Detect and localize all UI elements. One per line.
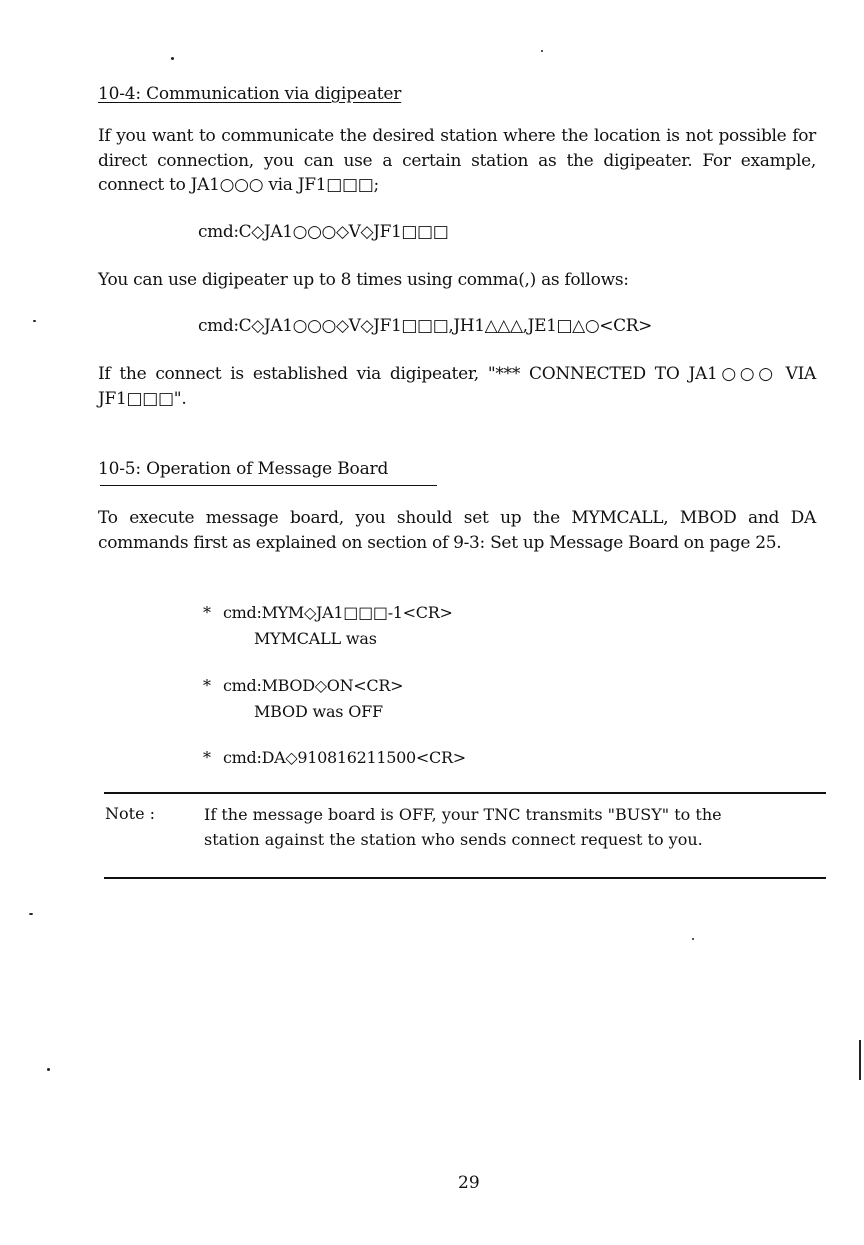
- command-item-mymcall: [203, 603, 453, 622]
- bullet-star: *: [203, 748, 211, 767]
- scan-speck: [692, 938, 694, 940]
- section-heading-10-5: 10-5: Operation of Message Board: [98, 459, 389, 479]
- scan-speck: [47, 1068, 50, 1071]
- command-example-single-digipeater: cmd:C◇JA1○○○◇V◇JF1□□□: [198, 222, 449, 242]
- note-text: If the message board is OFF, your TNC transmits "BUSY" to the station against the station who sends connect request to you.: [204, 805, 722, 849]
- scan-speck: [171, 57, 174, 60]
- paragraph-digipeater-intro: If you want to communicate the desired station where the location is not possible for direct connection, you can use a certain station as the digipeater. For example, connect to JA1○○○ via JF1□□□;: [98, 126, 816, 195]
- scan-speck: [29, 913, 33, 915]
- scan-speck: [541, 50, 543, 52]
- paragraph-message-board-setup: To execute message board, you should set up the MYMCALL, MBOD and DA commands first as explained on section of 9-3: Set up Message Board on page 25.: [98, 508, 816, 553]
- section-heading-10-4: 10-4: Communication via digipeater: [98, 84, 402, 104]
- command-response-mymcall: MYMCALL was: [254, 629, 377, 648]
- command-text: cmd:MBOD◇ON<CR>: [223, 676, 404, 695]
- bullet-star: *: [203, 676, 211, 695]
- command-text: cmd:DA◇910816211500<CR>: [223, 748, 466, 767]
- scan-speck: [33, 320, 36, 322]
- command-text: cmd:MYM◇JA1□□□-1<CR>: [223, 603, 453, 622]
- page-number: 29: [458, 1173, 480, 1193]
- command-item-da: [203, 748, 466, 767]
- command-response-mbod: MBOD was OFF: [254, 702, 383, 721]
- command-example-multi-digipeater: cmd:C◇JA1○○○◇V◇JF1□□□,JH1△△△,JE1□△○<CR>: [198, 316, 652, 336]
- bullet-star: *: [203, 603, 211, 622]
- note-bottom-rule: [104, 877, 826, 879]
- paragraph-digipeater-limit: You can use digipeater up to 8 times using comma(,) as follows:: [98, 270, 629, 290]
- command-item-mbod: [203, 676, 403, 695]
- scan-edge-mark: [859, 1040, 861, 1080]
- heading-underline: [100, 485, 437, 486]
- note-top-rule: [104, 792, 826, 794]
- paragraph-connected-message: If the connect is established via digipeater, "*** CONNECTED TO JA1○○○ VIA JF1□□□".: [98, 364, 816, 409]
- note-label: Note :: [105, 804, 156, 823]
